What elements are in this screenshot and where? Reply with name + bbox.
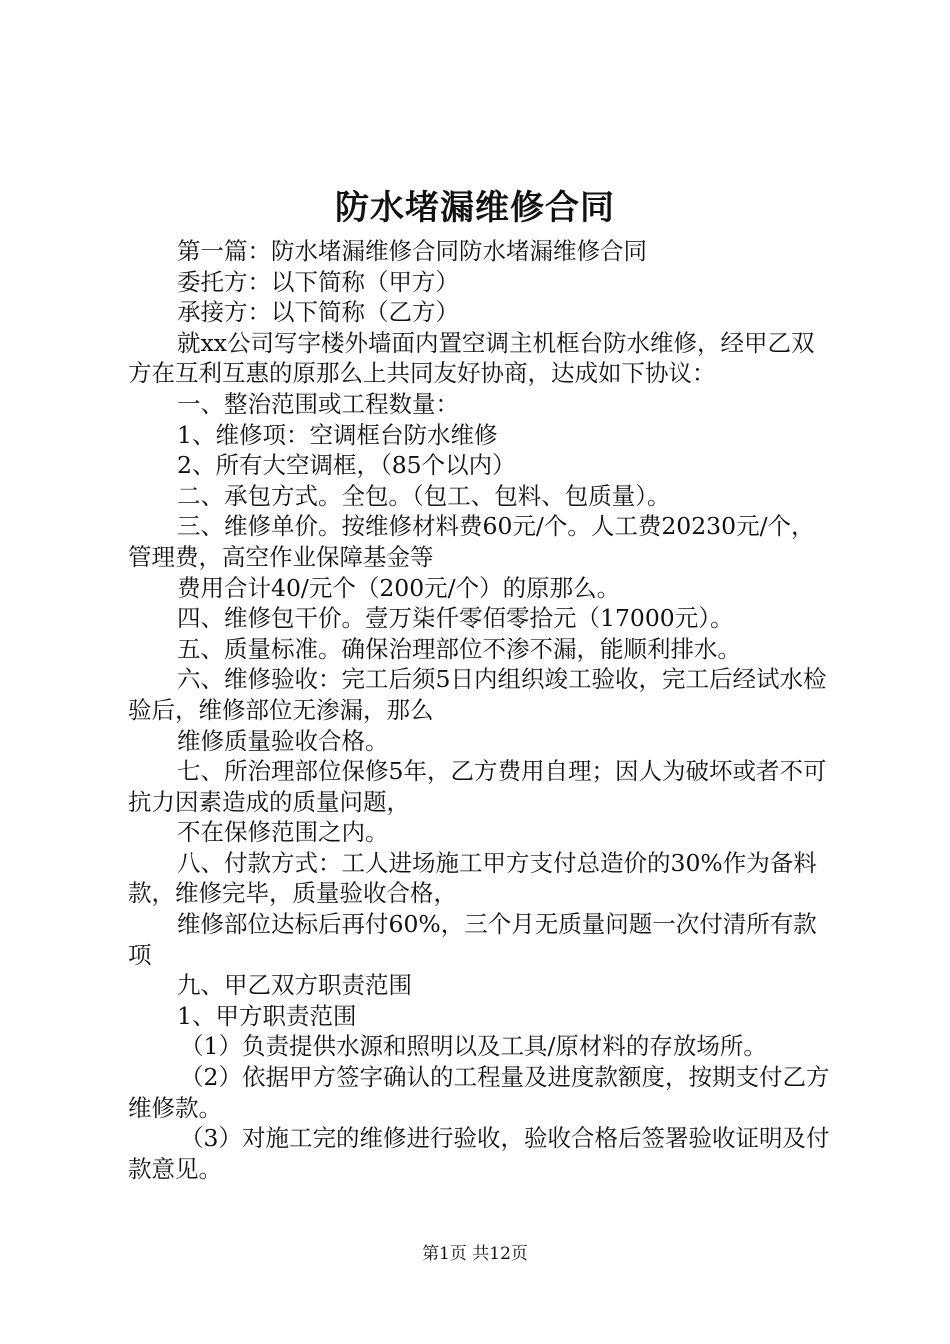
paragraph: 维修质量验收合格。 [177,726,389,755]
paragraph: 2、所有大空调框，（85个以内） [177,451,516,480]
paragraph: 九、甲乙双方职责范围 [177,971,412,1000]
paragraph: 三、维修单价。按维修材料费60元/个。人工费20230元/个，管理费，高空作业保障基金等 [128,512,815,571]
paragraph: 二、承包方式。全包。（包工、包料、包质量）。 [177,481,671,510]
page-footer: 第1页 共12页 [422,1244,528,1264]
paragraph: （3）对施工完的维修进行验收，验收合格后签署验收证明及付款意见。 [128,1124,830,1183]
paragraph: 一、整治范围或工程数量： [177,389,459,418]
paragraph: 不在保修范围之内。 [177,818,389,847]
paragraph: 费用合计40/元个（200元/个）的原那么。 [177,573,621,602]
paragraph: 维修部位达标后再付60%，三个月无质量问题一次付清所有款项 [128,910,817,969]
paragraph: 四、维修包干价。壹万柒仟零佰零拾元（17000元）。 [177,604,734,633]
paragraph: （2）依据甲方签字确认的工程量及进度款额度，按期支付乙方维修款。 [128,1063,830,1122]
paragraph: 五、质量标准。确保治理部位不渗不漏，能顺利排水。 [177,634,741,663]
paragraph: 八、付款方式：工人进场施工甲方支付总造价的30%作为备料款，维修完毕，质量验收合格， [128,848,817,908]
paragraph: 1、维修项：空调框台防水维修 [177,420,498,449]
document-title: 防水堵漏维修合同 [335,188,615,228]
paragraph: 第一篇：防水堵漏维修合同防水堵漏维修合同 [177,237,647,265]
document-body [128,236,834,1184]
paragraph: （1）负责提供水源和照明以及工具/原材料的存放场所。 [180,1032,767,1061]
paragraph: 七、所治理部位保修5年，乙方费用自理；因人为破坏或者不可抗力因素造成的质量问题， [128,757,827,816]
paragraph: 1、甲方职责范围 [177,1001,357,1030]
paragraph: 承接方：以下简称（乙方） [177,298,459,327]
paragraph: 委托方：以下简称（甲方） [177,267,459,296]
paragraph: 就xx公司写字楼外墙面内置空调主机框台防水维修，经甲乙双方在互利互惠的原那么上共同友好协商，达成如下协议： [128,328,815,388]
paragraph: 六、维修验收：完工后须5日内组织竣工验收，完工后经试水检验后，维修部位无渗漏，那么 [128,665,827,724]
